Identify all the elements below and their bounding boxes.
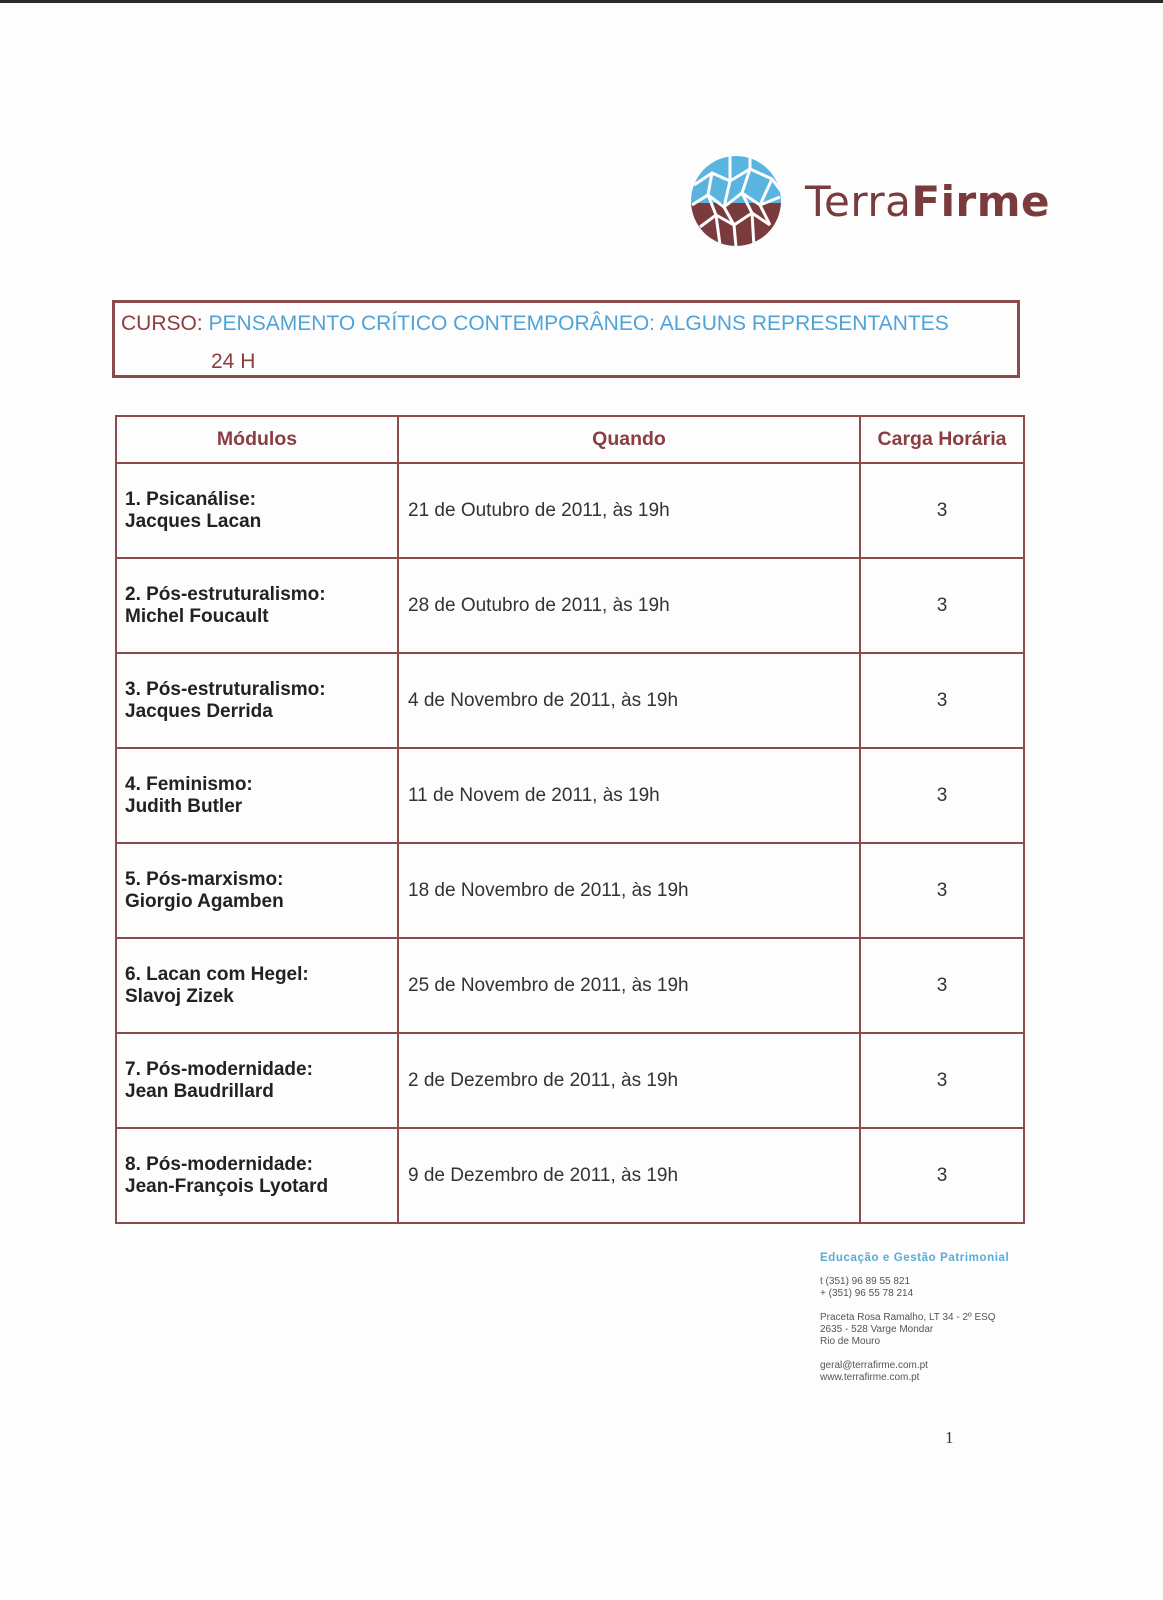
phone-line: t (351) 96 89 55 821 bbox=[820, 1276, 911, 1287]
course-header-box bbox=[112, 300, 1020, 378]
when-cell: 28 de Outubro de 2011, às 19h bbox=[398, 558, 860, 653]
module-name: 2. Pós-estruturalismo: bbox=[125, 583, 326, 605]
module-name: 8. Pós-modernidade: bbox=[125, 1153, 313, 1175]
module-cell bbox=[116, 1128, 398, 1223]
header-quando: Quando bbox=[398, 416, 860, 463]
address-line: 2635 - 528 Varge Mondar bbox=[820, 1324, 934, 1335]
course-title: PENSAMENTO CRÍTICO CONTEMPORÂNEO: ALGUNS REPRESENTANTES bbox=[208, 312, 949, 335]
company-tagline: Educação e Gestão Patrimonial bbox=[820, 1252, 1010, 1264]
module-author: Jean Baudrillard bbox=[125, 1080, 274, 1102]
globe-icon bbox=[690, 155, 786, 247]
load-cell: 3 bbox=[860, 843, 1024, 938]
course-label: CURSO: bbox=[121, 312, 203, 335]
module-cell bbox=[116, 938, 398, 1033]
load-cell: 3 bbox=[860, 938, 1024, 1033]
table-row bbox=[116, 1128, 1024, 1223]
table-row bbox=[116, 748, 1024, 843]
page-number: 1 bbox=[945, 1428, 954, 1447]
load-cell: 3 bbox=[860, 1033, 1024, 1128]
module-name: 6. Lacan com Hegel: bbox=[125, 963, 309, 985]
schedule-table bbox=[115, 415, 1025, 1224]
phone-block bbox=[820, 1276, 1030, 1300]
when-cell: 2 de Dezembro de 2011, às 19h bbox=[398, 1033, 860, 1128]
module-author: Slavoj Zizek bbox=[125, 985, 234, 1007]
header-modulos: Módulos bbox=[116, 416, 398, 463]
table-row bbox=[116, 938, 1024, 1033]
contact-footer bbox=[820, 1252, 1030, 1396]
module-cell bbox=[116, 1033, 398, 1128]
address-block bbox=[820, 1312, 1030, 1348]
address-line: Rio de Mouro bbox=[820, 1336, 881, 1347]
table-row bbox=[116, 843, 1024, 938]
module-cell bbox=[116, 653, 398, 748]
module-name: 3. Pós-estruturalismo: bbox=[125, 678, 326, 700]
module-author: Jacques Derrida bbox=[125, 700, 273, 722]
when-cell: 25 de Novembro de 2011, às 19h bbox=[398, 938, 860, 1033]
address-line: Praceta Rosa Ramalho, LT 34 - 2º ESQ bbox=[820, 1312, 996, 1323]
module-author: Michel Foucault bbox=[125, 605, 269, 627]
when-cell: 21 de Outubro de 2011, às 19h bbox=[398, 463, 860, 558]
when-cell: 4 de Novembro de 2011, às 19h bbox=[398, 653, 860, 748]
phone-line: + (351) 96 55 78 214 bbox=[820, 1288, 914, 1299]
module-author: Judith Butler bbox=[125, 795, 243, 817]
module-name: 4. Feminismo: bbox=[125, 773, 253, 795]
when-cell: 18 de Novembro de 2011, às 19h bbox=[398, 843, 860, 938]
module-cell bbox=[116, 558, 398, 653]
module-author: Giorgio Agamben bbox=[125, 890, 284, 912]
course-title-line bbox=[121, 312, 949, 336]
terrafirme-logo bbox=[690, 155, 1050, 250]
module-name: 5. Pós-marxismo: bbox=[125, 868, 284, 890]
module-cell bbox=[116, 843, 398, 938]
web-block bbox=[820, 1360, 1030, 1384]
table-row bbox=[116, 558, 1024, 653]
table-header-row bbox=[116, 416, 1024, 463]
module-name: 1. Psicanálise: bbox=[125, 488, 256, 510]
module-cell bbox=[116, 463, 398, 558]
email-link[interactable]: geral@terrafirme.com.pt bbox=[820, 1360, 928, 1371]
module-cell bbox=[116, 748, 398, 843]
module-author: Jean-François Lyotard bbox=[125, 1175, 329, 1197]
course-hours: 24 H bbox=[211, 350, 256, 373]
load-cell: 3 bbox=[860, 653, 1024, 748]
brand-name-terra: Terra bbox=[805, 177, 912, 226]
when-cell: 11 de Novem de 2011, às 19h bbox=[398, 748, 860, 843]
module-author: Jacques Lacan bbox=[125, 510, 262, 532]
load-cell: 3 bbox=[860, 1128, 1024, 1223]
when-cell: 9 de Dezembro de 2011, às 19h bbox=[398, 1128, 860, 1223]
brand-name-firme: Firme bbox=[911, 177, 1050, 226]
load-cell: 3 bbox=[860, 748, 1024, 843]
load-cell: 3 bbox=[860, 558, 1024, 653]
module-name: 7. Pós-modernidade: bbox=[125, 1058, 313, 1080]
website-link[interactable]: www.terrafirme.com.pt bbox=[820, 1372, 920, 1383]
table-row bbox=[116, 463, 1024, 558]
page-top-edge bbox=[0, 0, 1163, 3]
table-row bbox=[116, 653, 1024, 748]
table-row bbox=[116, 1033, 1024, 1128]
brand-name bbox=[805, 177, 1050, 226]
header-carga-horaria: Carga Horária bbox=[860, 416, 1024, 463]
load-cell: 3 bbox=[860, 463, 1024, 558]
